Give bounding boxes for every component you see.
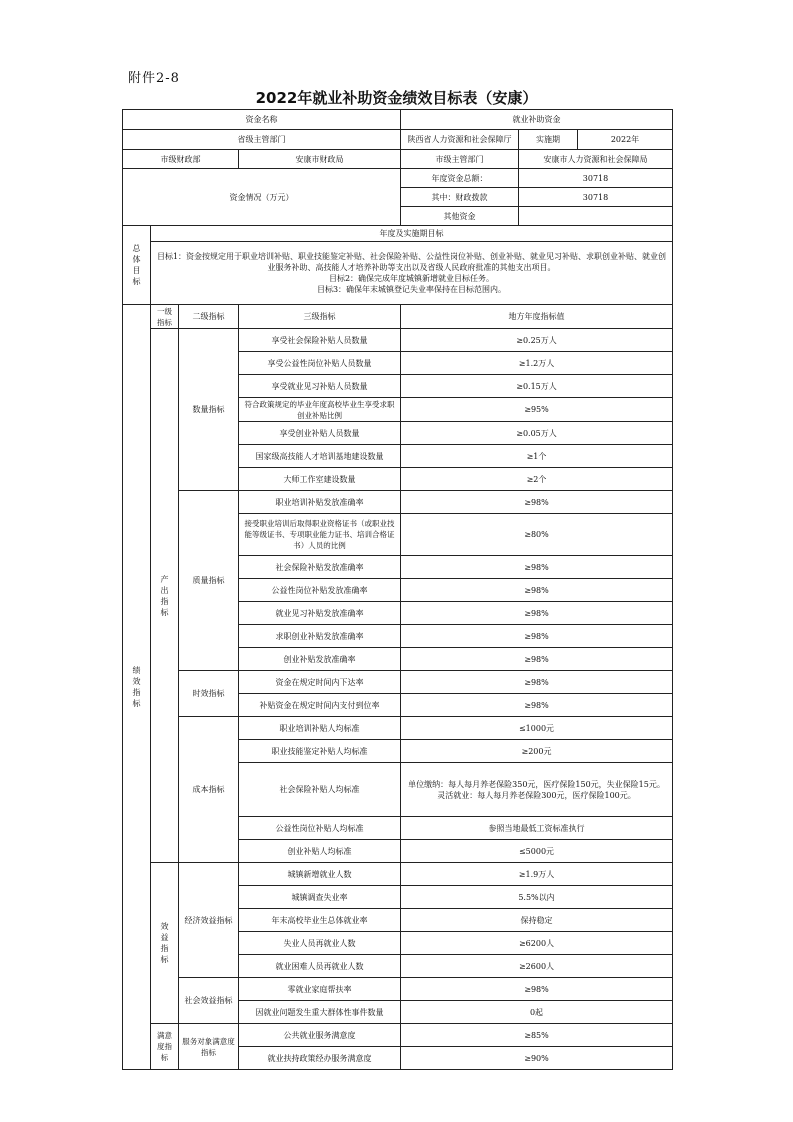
benefit-indicator-label: 效 益 指 标 xyxy=(151,863,179,1024)
indicator-name: 享受社会保险补贴人员数量 xyxy=(239,329,401,352)
indicator-value: ≥0.25万人 xyxy=(401,329,673,352)
indicator-value: ≥98% xyxy=(401,602,673,625)
other-fund-value xyxy=(519,207,673,226)
col-value-header: 地方年度指标值 xyxy=(401,305,673,329)
performance-target-table xyxy=(122,109,673,1070)
indicator-value: ≥0.15万人 xyxy=(401,375,673,398)
indicator-name: 资金在规定时间内下达率 xyxy=(239,671,401,694)
output-indicator-label: 产 出 指 标 xyxy=(151,329,179,863)
indicator-name: 享受就业见习补贴人员数量 xyxy=(239,375,401,398)
indicator-name: 符合政策规定的毕业年度高校毕业生享受求职创业补贴比例 xyxy=(239,398,401,422)
indicator-value: ≥1.2万人 xyxy=(401,352,673,375)
col-level2-header: 二级指标 xyxy=(179,305,239,329)
indicator-name: 城镇新增就业人数 xyxy=(239,863,401,886)
indicator-name: 公益性岗位补贴发放准确率 xyxy=(239,579,401,602)
finance-fund-value: 30718 xyxy=(519,188,673,207)
overall-goal-side-label: 总 体 目 标 xyxy=(123,226,151,305)
fund-name-label: 资金名称 xyxy=(123,110,401,130)
indicator-value: ≥98% xyxy=(401,491,673,514)
indicator-value: ≥85% xyxy=(401,1024,673,1047)
indicator-value: ≥1个 xyxy=(401,445,673,468)
indicator-value: ≤1000元 xyxy=(401,717,673,740)
indicator-value: 5.5%以内 xyxy=(401,886,673,909)
period-cell xyxy=(519,130,673,150)
indicator-value: ≥98% xyxy=(401,694,673,717)
indicator-name: 社会保险补贴发放准确率 xyxy=(239,556,401,579)
social-indicator-label: 社会效益指标 xyxy=(179,978,239,1024)
indicator-value: ≥0.05万人 xyxy=(401,422,673,445)
indicator-name: 公益性岗位补贴人均标准 xyxy=(239,817,401,840)
indicator-name: 享受创业补贴人员数量 xyxy=(239,422,401,445)
quantity-indicator-label: 数量指标 xyxy=(179,329,239,491)
indicator-name: 大师工作室建设数量 xyxy=(239,468,401,491)
indicator-name: 求职创业补贴发放准确率 xyxy=(239,625,401,648)
indicator-name: 年末高校毕业生总体就业率 xyxy=(239,909,401,932)
province-dept-value: 陕西省人力资源和社会保障厅 xyxy=(401,130,519,150)
indicator-name: 享受公益性岗位补贴人员数量 xyxy=(239,352,401,375)
goal-2: 目标2：确保完成年度城镇新增就业目标任务。 xyxy=(328,274,495,283)
indicator-name: 公共就业服务满意度 xyxy=(239,1024,401,1047)
indicator-value: ≤5000元 xyxy=(401,840,673,863)
fund-status-label: 资金情况（万元） xyxy=(123,169,401,226)
indicator-name: 国家级高技能人才培训基地建设数量 xyxy=(239,445,401,468)
timeliness-indicator-label: 时效指标 xyxy=(179,671,239,717)
indicator-value: ≥98% xyxy=(401,671,673,694)
indicator-value: 0起 xyxy=(401,1001,673,1024)
indicator-name: 就业扶持政策经办服务满意度 xyxy=(239,1047,401,1070)
indicator-value xyxy=(401,763,673,817)
goal-1: 目标1：资金按规定用于职业培训补贴、职业技能鉴定补贴、社会保险补贴、公益性岗位补贴、创业补贴、就业见习补贴、求职创业补贴、就业创业服务补助、高技能人才培养补助等支出以及省级人民政府批准的其他支出项目。 xyxy=(156,252,667,272)
service-satisfaction-label: 服务对象满意度指标 xyxy=(179,1024,239,1070)
goal-text xyxy=(151,242,673,305)
indicator-value: 保持稳定 xyxy=(401,909,673,932)
indicator-value: ≥200元 xyxy=(401,740,673,763)
goal-3: 目标3：确保年末城镇登记失业率保持在目标范围内。 xyxy=(316,285,507,294)
indicator-value: ≥98% xyxy=(401,625,673,648)
indicator-value: ≥95% xyxy=(401,398,673,422)
quality-indicator-label: 质量指标 xyxy=(179,491,239,671)
indicator-value: ≥98% xyxy=(401,579,673,602)
total-fund-label: 年度资金总额： xyxy=(401,169,519,188)
indicator-name: 零就业家庭帮扶率 xyxy=(239,978,401,1001)
city-dept-value: 安康市人力资源和社会保障局 xyxy=(519,150,673,169)
indicator-value: ≥98% xyxy=(401,978,673,1001)
indicator-value: ≥80% xyxy=(401,514,673,556)
indicator-name: 就业见习补贴发放准确率 xyxy=(239,602,401,625)
indicator-value: ≥1.9万人 xyxy=(401,863,673,886)
indicator-name: 城镇调查失业率 xyxy=(239,886,401,909)
indicator-name: 接受职业培训后取得职业资格证书（或职业技能等级证书、专项职业能力证书、培训合格证书）人员的比例 xyxy=(239,514,401,556)
satisfaction-indicator-label: 满意 度指 标 xyxy=(151,1024,179,1070)
fund-name-value: 就业补助资金 xyxy=(401,110,673,130)
city-finance-value: 安康市财政局 xyxy=(239,150,401,169)
indicator-value: ≥98% xyxy=(401,648,673,671)
total-fund-value: 30718 xyxy=(519,169,673,188)
social-insurance-standard-employer: 单位缴纳：每人每月养老保险350元，医疗保险150元，失业保险15元。 xyxy=(408,779,665,789)
other-fund-label: 其他资金 xyxy=(401,207,519,226)
attachment-number: 附件2-8 xyxy=(128,71,180,86)
indicator-name: 补贴资金在规定时间内支付到位率 xyxy=(239,694,401,717)
indicator-name: 因就业问题发生重大群体性事件数量 xyxy=(239,1001,401,1024)
indicator-name: 创业补贴人均标准 xyxy=(239,840,401,863)
social-insurance-standard-flexible: 灵活就业：每人每月养老保险300元，医疗保险100元。 xyxy=(437,790,636,800)
province-dept-label: 省级主管部门 xyxy=(123,130,401,150)
indicator-value: 参照当地最低工资标准执行 xyxy=(401,817,673,840)
indicator-name: 社会保险补贴人均标准 xyxy=(239,763,401,817)
economic-indicator-label: 经济效益指标 xyxy=(179,863,239,978)
indicator-value: ≥6200人 xyxy=(401,932,673,955)
indicator-value: ≥2个 xyxy=(401,468,673,491)
indicator-name: 职业培训补贴人均标准 xyxy=(239,717,401,740)
cost-indicator-label: 成本指标 xyxy=(179,717,239,863)
period-value: 2022年 xyxy=(610,135,640,144)
finance-fund-label: 其中：财政拨款 xyxy=(401,188,519,207)
page-title: 2022年就业补助资金绩效目标表（安康） xyxy=(255,89,538,107)
indicator-name: 职业技能鉴定补贴人均标准 xyxy=(239,740,401,763)
col-level1-header: 一级 指标 xyxy=(151,305,179,329)
indicator-value: ≥98% xyxy=(401,556,673,579)
city-dept-label: 市级主管部门 xyxy=(401,150,519,169)
indicator-name: 职业培训补贴发放准确率 xyxy=(239,491,401,514)
col-level3-header: 三级指标 xyxy=(239,305,401,329)
indicator-name: 就业困难人员再就业人数 xyxy=(239,955,401,978)
indicator-value: ≥2600人 xyxy=(401,955,673,978)
indicator-name: 失业人员再就业人数 xyxy=(239,932,401,955)
indicator-value: ≥90% xyxy=(401,1047,673,1070)
indicator-side-label: 绩 效 指 标 xyxy=(123,305,151,1070)
city-finance-label: 市级财政部 xyxy=(123,150,239,169)
period-label: 实施期 xyxy=(519,130,578,149)
goal-header: 年度及实施期目标 xyxy=(151,226,673,242)
indicator-name: 创业补贴发放准确率 xyxy=(239,648,401,671)
